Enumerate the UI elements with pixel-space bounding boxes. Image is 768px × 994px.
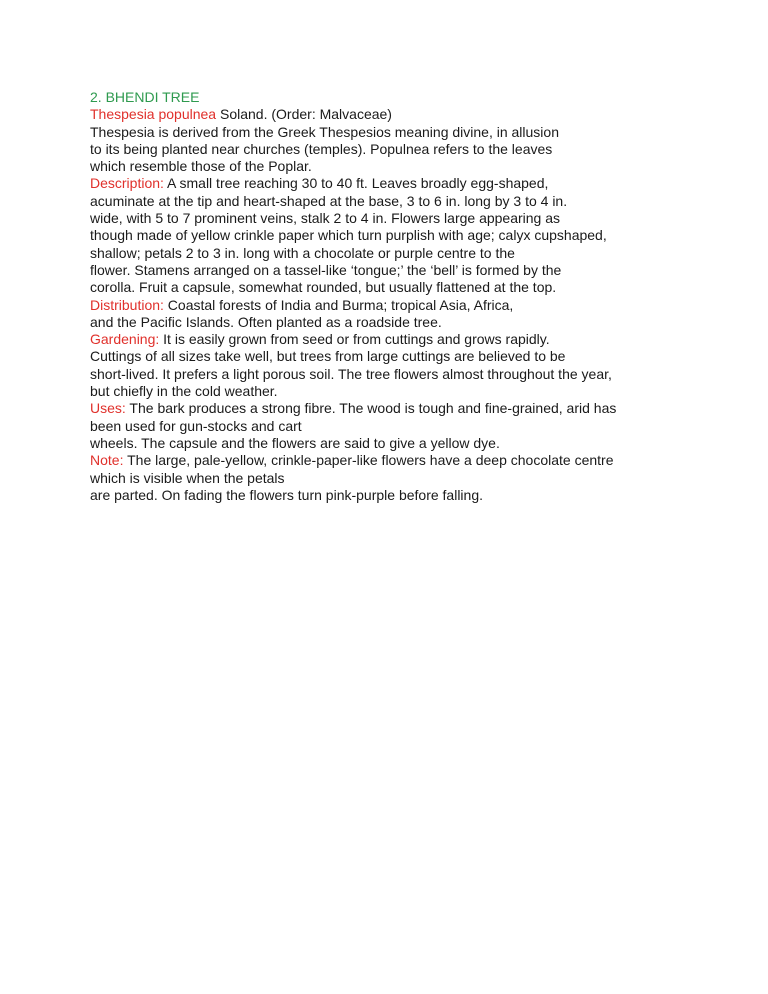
note-line: are parted. On fading the flowers turn pink-purple before falling. <box>90 486 484 503</box>
note-line: which is visible when the petals <box>90 469 285 486</box>
botanical-name-line <box>90 106 690 123</box>
intro-line: Thespesia is derived from the Greek Thespesios meaning divine, in allusion <box>90 123 559 140</box>
description-line: though made of yellow crinkle paper which turn purplish with age; calyx cupshaped, <box>90 227 607 244</box>
note-label: Note: <box>90 452 124 469</box>
uses-line: wheels. The capsule and the flowers are said to give a yellow dye. <box>90 434 500 451</box>
uses-label: Uses: <box>90 400 126 417</box>
distribution-label: Distribution: <box>90 296 164 313</box>
description-line: flower. Stamens arranged on a tassel-like ‘tongue;’ the ‘bell’ is formed by the <box>90 261 562 278</box>
description-line: corolla. Fruit a capsule, somewhat rounded, but usually flattened at the top. <box>90 279 557 296</box>
uses-first-line <box>90 400 690 417</box>
description-line: wide, with 5 to 7 prominent veins, stalk 2 to 4 in. Flowers large appearing as <box>90 210 561 227</box>
distribution-first-line <box>90 297 690 314</box>
gardening-label: Gardening: <box>90 331 160 348</box>
botanical-authority: Soland. (Order: Malvaceae) <box>216 106 392 123</box>
gardening-line: Cuttings of all sizes take well, but trees from large cuttings are believed to be <box>90 348 566 365</box>
description-text: A small tree reaching 30 to 40 ft. Leaves broadly egg-shaped, <box>163 175 549 192</box>
description-line: acuminate at the tip and heart-shaped at the base, 3 to 6 in. long by 3 to 4 in. <box>90 192 568 209</box>
distribution-text: Coastal forests of India and Burma; tropical Asia, Africa, <box>163 296 514 313</box>
note-text: The large, pale-yellow, crinkle-paper-like flowers have a deep chocolate centre <box>123 452 614 469</box>
note-first-line <box>90 452 690 469</box>
uses-text: The bark produces a strong fibre. The wood is tough and fine-grained, arid has <box>125 400 617 417</box>
gardening-line: but chiefly in the cold weather. <box>90 383 278 400</box>
botanical-name: Thespesia populnea <box>90 106 217 123</box>
gardening-first-line <box>90 331 690 348</box>
description-first-line <box>90 175 690 192</box>
gardening-text: It is easily grown from seed or from cuttings and grows rapidly. <box>159 331 550 348</box>
gardening-line: short-lived. It prefers a light porous soil. The tree flowers almost throughout the year, <box>90 365 612 382</box>
description-label: Description: <box>90 175 164 192</box>
section-heading: 2. BHENDI TREE <box>90 89 200 105</box>
uses-line: been used for gun-stocks and cart <box>90 417 302 434</box>
intro-line: which resemble those of the Poplar. <box>90 158 312 175</box>
distribution-line: and the Pacific Islands. Often planted as a roadside tree. <box>90 313 442 330</box>
intro-line: to its being planted near churches (temples). Populnea refers to the leaves <box>90 140 553 157</box>
description-line: shallow; petals 2 to 3 in. long with a chocolate or purple centre to the <box>90 244 515 261</box>
document-page <box>90 89 690 504</box>
